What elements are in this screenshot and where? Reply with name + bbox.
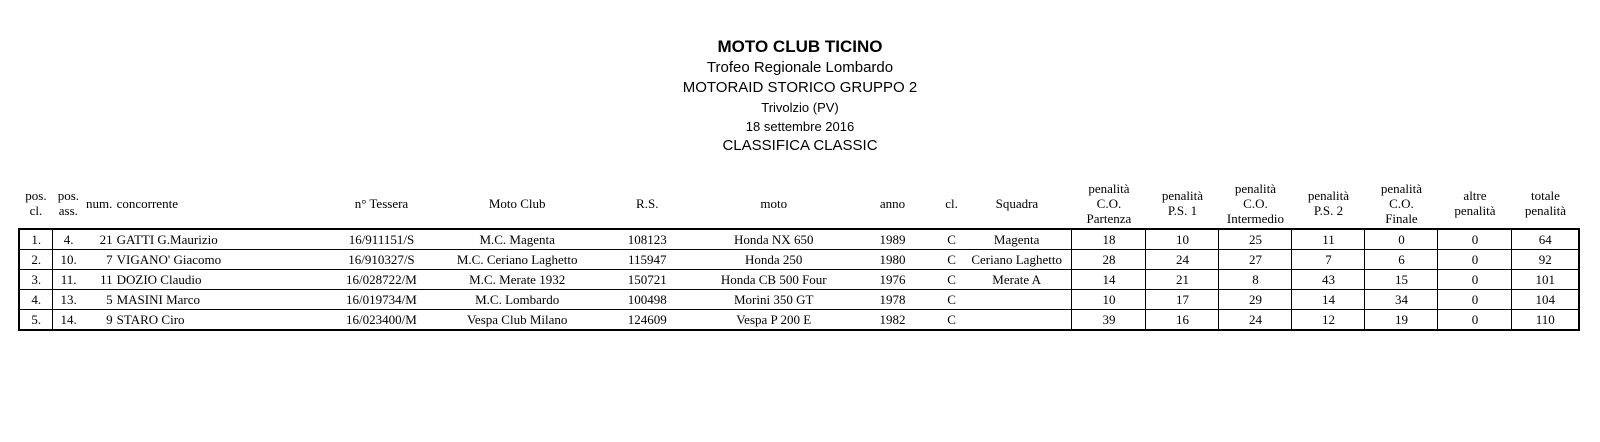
cell-altre: 0 [1438,250,1512,270]
cell-moto: Honda CB 500 Four [703,270,845,290]
cell-pen-ps2: 12 [1292,310,1365,331]
col-pen-co-finale: penalità C.O. Finale [1380,180,1423,226]
cell-moto-club: M.C. Lombardo [443,290,592,310]
cell-rs: 108123 [592,229,703,250]
cell-num: 11 [84,270,115,290]
cell-pos-cl: 2. [19,250,53,270]
col-pos-ass: pos. ass. [57,188,79,218]
cell-rs: 115947 [592,250,703,270]
cell-pen-ps1: 10 [1146,229,1219,250]
event-location: Trivolzio (PV) [761,100,839,115]
cell-pos-cl: 5. [19,310,53,331]
cell-totale: 104 [1512,290,1579,310]
cell-tessera: 16/023400/M [320,310,442,331]
cell-totale: 101 [1512,270,1579,290]
cell-squadra [962,290,1072,310]
cell-cl: C [941,270,962,290]
cell-pen-co-finale: 0 [1365,229,1438,250]
cell-rs: 124609 [592,310,703,331]
header-row [19,178,1579,229]
col-anno: anno [879,195,906,211]
cell-num: 5 [84,290,115,310]
col-pen-co-intermedio: penalità C.O. Intermedio [1226,180,1284,226]
cell-pen-co-partenza: 39 [1072,310,1146,331]
cell-num: 9 [84,310,115,331]
cell-pen-ps1: 24 [1146,250,1219,270]
cell-tessera: 16/019734/M [320,290,442,310]
cell-squadra: Merate A [962,270,1072,290]
cell-anno: 1989 [845,229,941,250]
cell-pen-ps2: 11 [1292,229,1365,250]
col-pen-co-partenza: penalità C.O. Partenza [1086,180,1132,226]
cell-pen-ps2: 43 [1292,270,1365,290]
cell-pen-co-partenza: 14 [1072,270,1146,290]
results-table [18,178,1580,331]
cell-pen-ps1: 16 [1146,310,1219,331]
table-row [19,310,1579,331]
cell-pos-ass: 4. [53,229,84,250]
cell-anno: 1982 [845,310,941,331]
cell-pen-co-finale: 6 [1365,250,1438,270]
cell-pos-ass: 14. [53,310,84,331]
cell-pos-cl: 4. [19,290,53,310]
cell-tessera: 16/911151/S [320,229,442,250]
cell-pos-cl: 1. [19,229,53,250]
cell-pen-co-intermedio: 24 [1219,310,1292,331]
table-row [19,250,1579,270]
event-date: 18 settembre 2016 [745,119,855,134]
cell-moto: Honda NX 650 [703,229,845,250]
col-totale-penalita: totale penalità [1524,188,1567,218]
cell-squadra: Magenta [962,229,1072,250]
cell-rs: 150721 [592,270,703,290]
table-row [19,290,1579,310]
col-concorrente: concorrente [116,195,178,211]
club-title: MOTO CLUB TICINO [717,37,883,56]
cell-totale: 64 [1512,229,1579,250]
cell-pos-cl: 3. [19,270,53,290]
trophy-title: Trofeo Regionale Lombardo [706,59,894,76]
col-tessera: n° Tessera [354,195,409,211]
cell-altre: 0 [1438,229,1512,250]
cell-anno: 1976 [845,270,941,290]
cell-pen-co-intermedio: 27 [1219,250,1292,270]
col-rs: R.S. [636,195,659,211]
cell-squadra: Ceriano Laghetto [962,250,1072,270]
col-squadra: Squadra [995,195,1039,211]
cell-pos-ass: 13. [53,290,84,310]
cell-concorrente: STARO Ciro [115,310,321,331]
col-pen-ps2: penalità P.S. 2 [1307,188,1350,218]
col-altre-penalita: altre penalità [1454,188,1496,218]
cell-pen-co-intermedio: 8 [1219,270,1292,290]
cell-pen-co-intermedio: 29 [1219,290,1292,310]
cell-moto-club: M.C. Ceriano Laghetto [443,250,592,270]
cell-pos-ass: 11. [53,270,84,290]
cell-pen-ps1: 17 [1146,290,1219,310]
cell-pen-co-finale: 15 [1365,270,1438,290]
cell-moto-club: Vespa Club Milano [443,310,592,331]
col-moto: moto [760,195,788,211]
cell-concorrente: GATTI G.Maurizio [115,229,321,250]
cell-pen-co-finale: 34 [1365,290,1438,310]
cell-altre: 0 [1438,290,1512,310]
cell-altre: 0 [1438,270,1512,290]
cell-cl: C [941,290,962,310]
cell-concorrente: VIGANO' Giacomo [115,250,321,270]
cell-pen-ps2: 14 [1292,290,1365,310]
cell-pen-co-intermedio: 25 [1219,229,1292,250]
cell-totale: 110 [1512,310,1579,331]
col-cl: cl. [945,195,958,211]
event-title: MOTORAID STORICO GRUPPO 2 [682,79,918,96]
cell-pen-ps1: 21 [1146,270,1219,290]
cell-pen-co-partenza: 18 [1072,229,1146,250]
cell-tessera: 16/910327/S [320,250,442,270]
col-pen-ps1: penalità P.S. 1 [1161,188,1204,218]
cell-tessera: 16/028722/M [320,270,442,290]
classification-title: CLASSIFICA CLASSIC [722,137,878,154]
col-num: num. [86,195,113,211]
cell-pen-ps2: 7 [1292,250,1365,270]
cell-cl: C [941,250,962,270]
cell-rs: 100498 [592,290,703,310]
table-row [19,270,1579,290]
cell-pos-ass: 10. [53,250,84,270]
cell-moto-club: M.C. Merate 1932 [443,270,592,290]
table-row [19,229,1579,250]
col-pos-cl: pos. cl. [25,188,47,218]
cell-cl: C [941,229,962,250]
cell-concorrente: DOZIO Claudio [115,270,321,290]
cell-num: 21 [84,229,115,250]
cell-pen-co-finale: 19 [1365,310,1438,331]
cell-anno: 1980 [845,250,941,270]
cell-pen-co-partenza: 10 [1072,290,1146,310]
cell-anno: 1978 [845,290,941,310]
cell-pen-co-partenza: 28 [1072,250,1146,270]
document-header [0,36,1600,156]
cell-concorrente: MASINI Marco [115,290,321,310]
cell-moto: Morini 350 GT [703,290,845,310]
cell-moto: Vespa P 200 E [703,310,845,331]
cell-moto-club: M.C. Magenta [443,229,592,250]
cell-totale: 92 [1512,250,1579,270]
cell-altre: 0 [1438,310,1512,331]
cell-num: 7 [84,250,115,270]
cell-cl: C [941,310,962,331]
cell-moto: Honda 250 [703,250,845,270]
cell-squadra [962,310,1072,331]
col-moto-club: Moto Club [488,195,546,211]
